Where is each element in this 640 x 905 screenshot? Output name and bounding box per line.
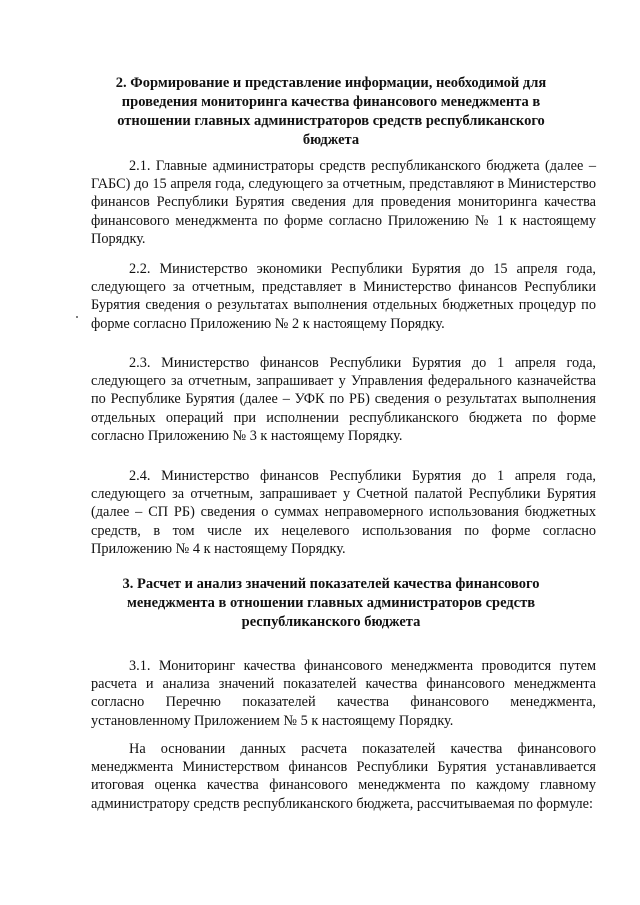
section-2-heading: 2. Формирование и представление информации, необходимой для проведения мониторинга качества финансового менеджмента в отношении главных администраторов средств республиканского бюджета	[115, 75, 547, 148]
paragraph-2-2: 2.2. Министерство экономики Республики Бурятия до 15 апреля года, следующего за отчетным, представляет в Министерство финансов Республики Бурятия сведения о результатах выполнения отдельных бюджетных процедур по форме согласно Приложению № 2 к настоящему Порядку.	[91, 261, 596, 332]
paragraph-3-1: 3.1. Мониторинг качества финансового менеджмента проводится путем расчета и анализа значений показателей качества финансового менеджмента согласно Перечню показателей качества финансового менеджмента, установленному Приложением № 5 к настоящему Порядку.	[91, 658, 596, 729]
section-3-heading: 3. Расчет и анализ значений показателей качества финансового менеджмента в отношении главных администраторов средств республиканского бюджета	[122, 576, 540, 630]
margin-mark	[76, 316, 78, 318]
paragraph-3-2: На основании данных расчета показателей качества финансового менеджмента Министерством финансов Республики Бурятия устанавливается итоговая оценка качества финансового менеджмента по каждому главному администратору средств республиканского бюджета, рассчитываемая по формуле:	[91, 741, 596, 812]
paragraph-2-4: 2.4. Министерство финансов Республики Бурятия до 1 апреля года, следующего за отчетным, запрашивает у Счетной палатой Республики Бурятия (далее – СП РБ) сведения о суммах неправомерного использования бюджетных средств, в том числе их нецелевого использования по форме согласно Приложению № 4 к настоящему Порядку.	[91, 468, 596, 557]
paragraph-2-1: 2.1. Главные администраторы средств республиканского бюджета (далее – ГАБС) до 15 апреля года, следующего за отчетным, представляют в Министерство финансов Республики Бурятия сведения для проведения мониторинга качества финансового менеджмента по форме согласно Приложению № 1 к настоящему Порядку.	[91, 158, 596, 247]
paragraph-2-3: 2.3. Министерство финансов Республики Бурятия до 1 апреля года, следующего за отчетным, запрашивает у Управления федерального казначейства по Республике Бурятия (далее – УФК по РБ) сведения о результатах выполнения отдельных операций при исполнении республиканского бюджета по форме согласно Приложению № 3 к настоящему Порядку.	[91, 355, 596, 444]
